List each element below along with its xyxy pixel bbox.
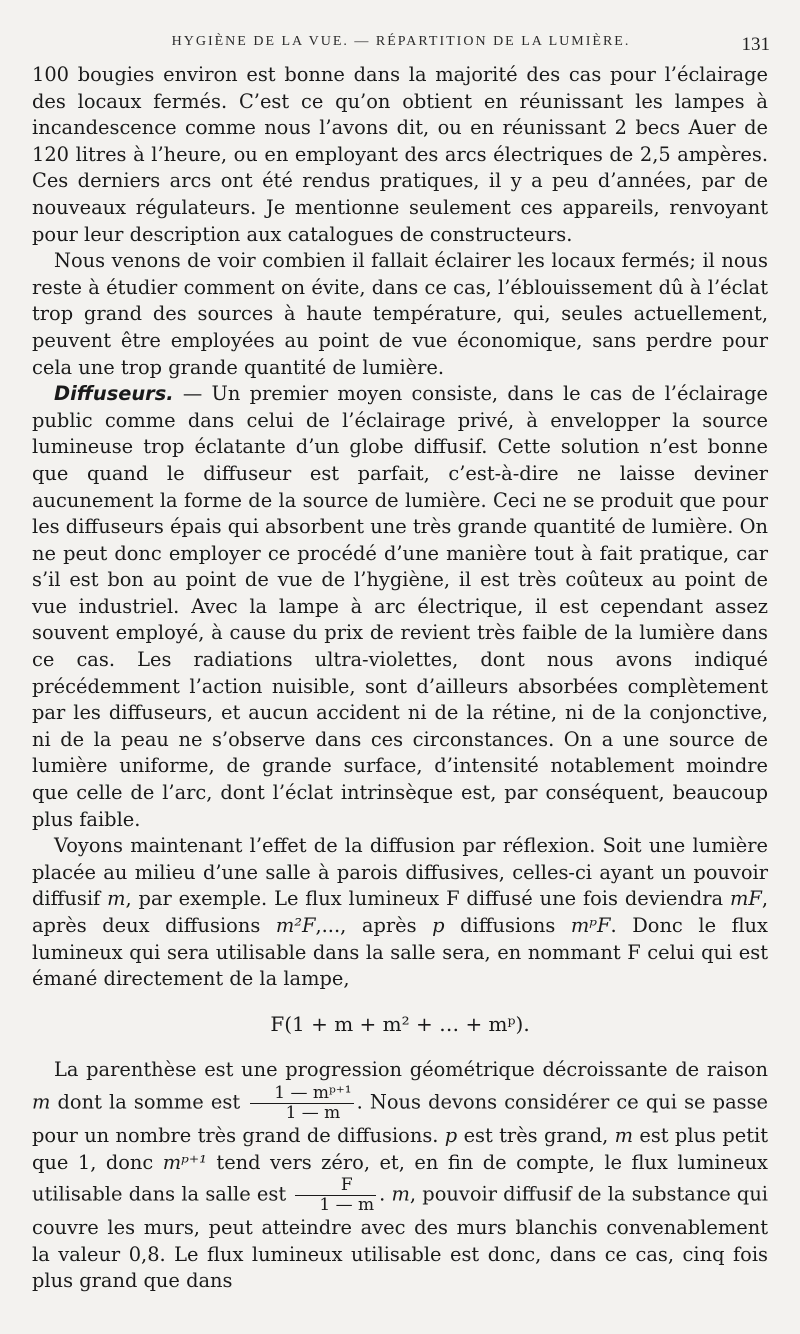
p5-text-g: .: [379, 1182, 392, 1206]
p5-text-c: . Nous devons considérer ce qui se passe pour un nombre très grand de diffusions.: [32, 1090, 769, 1147]
p4-text-a: Voyons maintenant l’effet de la diffusion par réflexion. Soit une lumière placée au milieu d’une salle à parois diffusives, celles-ci ayant un pouvoir diffusif: [32, 834, 768, 911]
paragraph-1: 100 bougies environ est bonne dans la majorité des cas pour l’éclairage des locaux fermés. C’est ce qu’on obtient en réunissant les lampes à incandescence comme nous l’avons dit, ou en réunissant 2 becs Auer de 120 litres à l’heure, ou en employant des arcs électriques de 2,5 ampères. Ces derniers arcs ont été rendus pratiques, il y a peu d’années, par de nouveaux régulateurs. Je mentionne seulement ces appareils, renvoyant pour leur description aux catalogues de constructeurs.: [32, 63, 768, 246]
p4-text-e: diffusions: [444, 914, 571, 937]
p4-text-f: . Donc le flux lumineux qui sera utilisable dans la salle sera, en nommant F celui qui est émané directement de la lampe,: [32, 914, 768, 991]
fraction-flux-numerator: F: [295, 1176, 376, 1196]
formula: F(1 + m + m² + … + mᵖ).: [270, 1011, 530, 1036]
body-text: [32, 62, 768, 1295]
p5-var-mp1: mᵖ⁺¹: [162, 1150, 207, 1174]
fraction-sum: [250, 1084, 353, 1123]
p5-text-e: est plus petit que 1, donc: [32, 1123, 769, 1174]
p5-var-m: m: [32, 1090, 51, 1114]
fraction-flux: [295, 1176, 376, 1215]
fraction-flux-denominator: 1 — m: [319, 1195, 375, 1216]
p4-var-m2F: m²F: [275, 914, 316, 937]
p5-var-m2: m: [614, 1123, 634, 1147]
section-heading-diffuseurs: Diffuseurs.: [54, 382, 174, 406]
p4-var-mF: mF: [729, 887, 762, 911]
p4-var-mpF: mᵖF: [570, 914, 611, 937]
p4-text-d: ,..., après: [315, 914, 433, 937]
paragraph-2: Nous venons de voir combien il fallait éclairer les locaux fermés; il nous reste à étudier comment on évite, dans ce cas, l’éblouissement dû à l’éclat trop grand des sources à haute température, qui, seules actuellement, peuvent être employées au point de vue économique, sans perdre pour cela une trop grande quantité de lumière.: [32, 249, 768, 379]
running-head: HYGIÈNE DE LA VUE. — RÉPARTITION DE LA LUMIÈRE.: [171, 34, 631, 49]
paragraph-4: [32, 833, 768, 993]
p5-text-a: La parenthèse est une progression géométrique décroissante de raison: [54, 1058, 768, 1082]
paragraph-3-body: — Un premier moyen consiste, dans le cas de l’éclairage public comme dans celui de l’éclairage privé, à envelopper la source lumineuse trop éclatante d’un globe diffusif. Cette solution n’est bonne que quand le diffuseur est parfait, c’est-à-dire ne laisse deviner aucunement la forme de la source de lumière. Ceci ne se produit que pour les diffuseurs épais qui absorbent une très grande quantité de lumière. On ne peut donc employer ce procédé d’une manière tout à fait pratique, car s’il est bon au point de vue de l’hygiène, il est très coûteux au point de vue industriel. Avec la lampe à arc électrique, il est cependant assez souvent employé, à cause du prix de revient très faible de la lumière dans ce cas. Les radiations ultra-violettes, dont nous avons indiqué précédemment l’action nuisible, sont d’ailleurs absorbées complètement par les diffuseurs, et aucun accident ni de la rétine, ni de la conjonctive, ni de la peau ne s’observe dans ces circonstances. On a une source de lumière uniforme, de grande surface, d’intensité notablement moindre que celle de l’arc, dont l’éclat intrinsèque est, par conséquent, beaucoup plus faible.: [32, 382, 768, 831]
paragraph-5: [32, 1057, 768, 1295]
p5-text-b: dont la somme est: [50, 1090, 248, 1114]
fraction-sum-denominator: 1 — m: [285, 1102, 341, 1123]
page-number: 131: [741, 34, 770, 55]
fraction-sum-numerator: 1 — mᵖ⁺¹: [250, 1084, 353, 1104]
paragraph-3: [32, 381, 768, 833]
p5-var-p: p: [444, 1123, 458, 1147]
p4-var-m: m: [107, 887, 126, 911]
p4-text-c: , après deux diffusions: [32, 887, 768, 937]
p5-text-f: tend vers zéro, et, en fin de compte, le flux lumineux utilisable dans la salle est: [32, 1150, 768, 1206]
p5-var-m3: m: [391, 1182, 410, 1206]
p4-var-p: p: [432, 914, 445, 937]
p5-text-d: est très grand,: [457, 1123, 615, 1147]
p4-text-b: , par exemple. Le flux lumineux F diffusé une fois deviendra: [125, 887, 730, 911]
page-header: [32, 30, 770, 60]
p5-text-h: , pouvoir diffusif de la substance qui couvre les murs, peut atteindre avec des murs blanchis convenablement la valeur 0,8. Le flux lumineux utilisable est donc, dans ce cas, cinq fois plus grand que dans: [32, 1182, 769, 1293]
